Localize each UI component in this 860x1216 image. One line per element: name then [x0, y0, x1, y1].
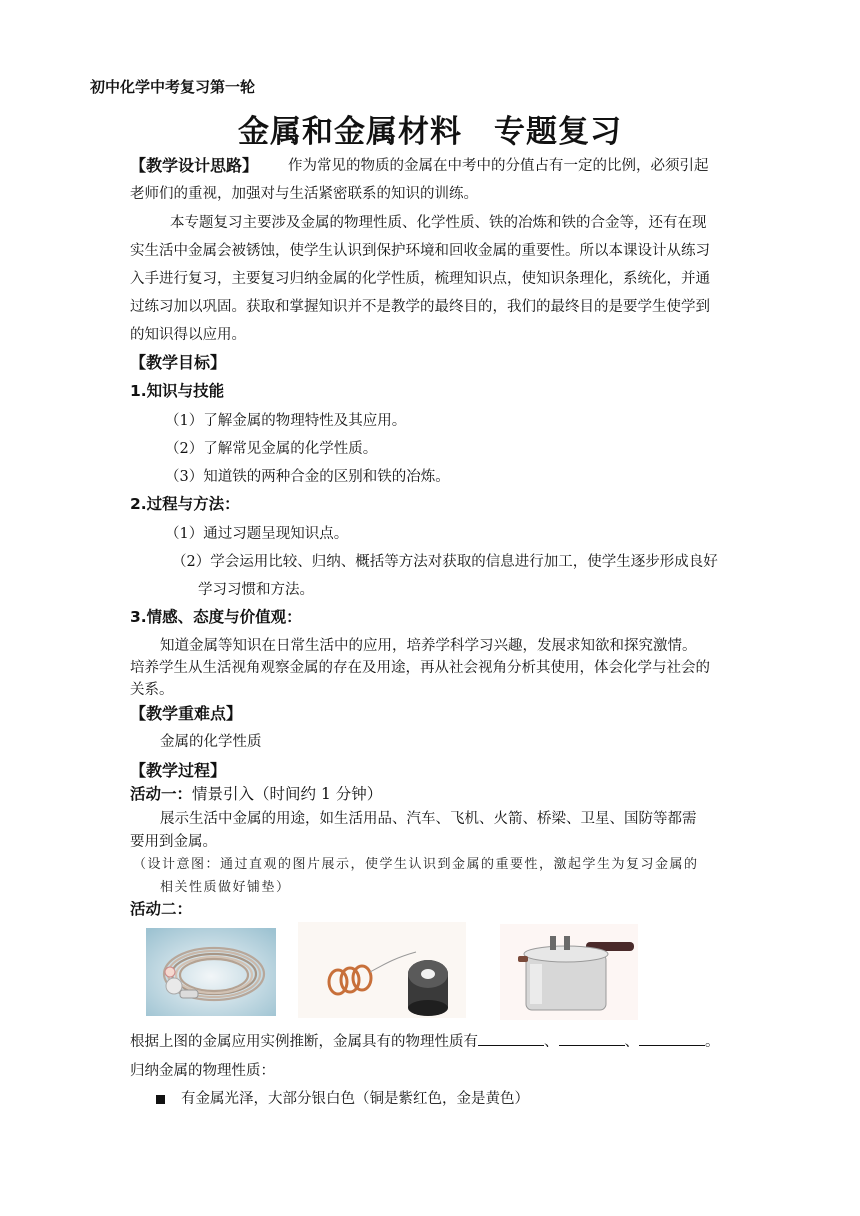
activity-2-heading: 活动二： [130, 900, 193, 918]
activity-1-heading: 活动一： [130, 785, 193, 803]
activity-1-line [130, 782, 382, 804]
summary-label: 归纳金属的物理性质： [130, 1063, 275, 1079]
inference-text: 根据上图的金属应用实例推断，金属具有的物理性质有 [130, 1034, 478, 1050]
pressure-cooker-image [500, 924, 638, 1020]
knowledge-heading: 1.知识与技能 [130, 382, 225, 400]
activity-1-text: 展示生活中金属的用途，如生活用品、汽车、飞机、火箭、桥梁、卫星、国防等都需 [160, 811, 697, 827]
property-text: 有金属光泽，大部分银白色（铜是紫红色，金是黄色） [181, 1091, 529, 1107]
process-label: 【教学过程】 [130, 761, 227, 780]
page-title: 金属和金属材料 专题复习 [238, 114, 622, 150]
answer-blank-3[interactable] [639, 1031, 705, 1046]
property-bullet-item [156, 1087, 529, 1108]
activity-1-text: 要用到金属。 [130, 834, 217, 850]
process-method-heading: 2.过程与方法： [130, 495, 240, 513]
design-intent-note: （设计意图：通过直观的图片展示，使学生认识到金属的重要性，激起学生为复习金属的 [133, 857, 699, 872]
bullet-square-icon [156, 1095, 165, 1104]
emotion-line: 知道金属等知识在日常生活中的应用，培养学科学习兴趣，发展求知欲和探究激情。 [160, 638, 697, 654]
design-idea-paragraph-line: 的知识得以应用。 [130, 327, 246, 343]
spool-wire-image [298, 922, 466, 1018]
knowledge-item: （1）了解金属的物理特性及其应用。 [165, 413, 407, 429]
emotion-heading: 3.情感、态度与价值观： [130, 608, 302, 626]
emotion-line: 培养学生从生活视角观察金属的存在及用途，再从社会视角分析其使用，体会化学与社会的 [130, 660, 710, 676]
design-idea-paragraph-line: 入手进行复习，主要复习归纳金属的化学性质，梳理知识点，使知识条理化，系统化，并通 [130, 271, 710, 287]
knowledge-item: （3）知道铁的两种合金的区别和铁的冶炼。 [165, 469, 450, 485]
process-method-item: （1）通过习题呈现知识点。 [165, 526, 349, 542]
wire-coil-image [146, 928, 276, 1016]
separator: 、 [544, 1034, 559, 1050]
knowledge-item: （2）了解常见金属的化学性质。 [165, 441, 378, 457]
sentence-end: 。 [705, 1034, 720, 1050]
answer-blank-2[interactable] [559, 1031, 625, 1046]
separator: 、 [624, 1034, 639, 1050]
design-idea-label: 【教学设计思路】 [130, 156, 259, 175]
design-idea-paragraph-line: 过练习加以巩固。获取和掌握知识并不是教学的最终目的，我们的最终目的是要学生使学到 [130, 299, 710, 315]
objectives-label: 【教学目标】 [130, 353, 227, 372]
series-label: 初中化学中考复习第一轮 [90, 78, 256, 96]
design-idea-line-2: 老师们的重视，加强对与生活紧密联系的知识的训练。 [130, 186, 478, 202]
inference-line [130, 1030, 720, 1051]
activity-1-title: 情景引入（时间约 1 分钟） [192, 785, 383, 803]
design-idea-paragraph-line: 实生活中金属会被锈蚀，使学生认识到保护环境和回收金属的重要性。所以本课设计从练习 [130, 243, 710, 259]
design-idea-paragraph-line: 本专题复习主要涉及金属的物理性质、化学性质、铁的冶炼和铁的合金等，还有在现 [170, 215, 707, 231]
key-points-text: 金属的化学性质 [160, 734, 262, 750]
process-method-item: （2）学会运用比较、归纳、概括等方法对获取的信息进行加工，使学生逐步形成良好 [172, 554, 718, 570]
process-method-item: 学习习惯和方法。 [198, 582, 314, 598]
design-intent-note: 相关性质做好铺垫） [160, 880, 291, 895]
emotion-line: 关系。 [130, 682, 174, 698]
answer-blank-1[interactable] [478, 1031, 544, 1046]
key-points-label: 【教学重难点】 [130, 704, 243, 723]
design-idea-line-1: 作为常见的物质的金属在中考中的分值占有一定的比例，必须引起 [288, 158, 709, 174]
